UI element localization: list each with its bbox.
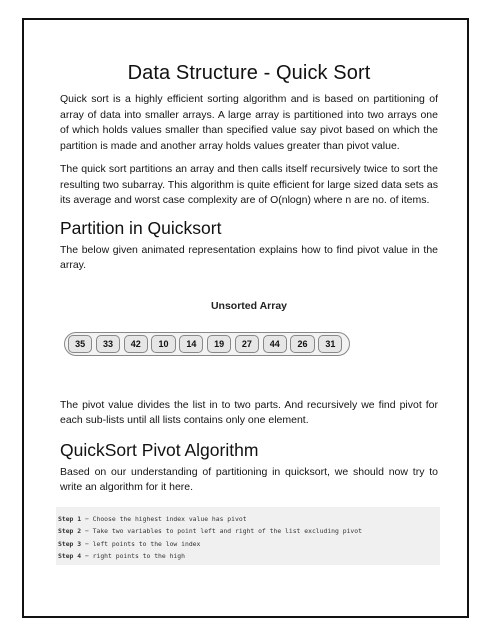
animated-paragraph: The below given animated representation explains how to find pivot value in the array. [60,243,438,271]
step-line [58,513,440,526]
recursion-paragraph: The quick sort partitions an array and then calls itself recursively twice to sort the resulting two subarray. This algorithm is quite efficient for large sized data sets as its average and worst case complexity are of O(nlogn) where n are no. of items. [60,163,438,206]
step-line [58,550,440,563]
step-line [58,538,440,551]
document-content [60,62,438,565]
figure-title: Unsorted Array [210,299,288,312]
step-line [58,525,440,538]
array-cell: 19 [207,335,231,353]
array-cell: 35 [68,335,92,353]
array-cell: 26 [290,335,314,353]
pivot-paragraph: The pivot value divides the list in to two parts. And recursively we find pivot for each sub-lists until all lists contains only one element. [60,398,438,426]
array-cell: 27 [235,335,259,353]
step-label: Step 4 [58,552,82,560]
array-cell: 33 [96,335,120,353]
step-text: − Choose the highest index value has pivot [81,514,247,523]
array-cell: 14 [179,335,203,353]
unsorted-array [64,332,350,356]
step-text: − right points to the high [81,552,185,560]
intro-paragraph: Quick sort is a highly efficient sorting algorithm and is based on partitioning of array of data into smaller arrays. A large array is partitioned into two arrays one of which holds values smaller than specified value say pivot based on which the partition is made and another array holds values greater than pivot value. [60,93,438,152]
array-cell: 10 [151,335,175,353]
step-text: − left points to the low index [81,539,201,548]
step-text: − Take two variables to point left and right of the list excluding pivot [81,527,362,535]
step-label: Step 2 [58,527,82,535]
array-cell: 44 [263,335,287,353]
array-cell: 42 [124,335,148,353]
pivot-algorithm-heading: QuickSort Pivot Algorithm [60,439,259,460]
algorithm-steps-box [56,507,440,565]
partition-heading: Partition in Quicksort [60,217,222,238]
page-title: Data Structure - Quick Sort [127,62,371,84]
algorithm-paragraph: Based on our understanding of partitioning in quicksort, we should now try to write an algorithm for it here. [60,465,438,493]
step-label: Step 1 [58,514,82,523]
step-label: Step 3 [58,539,82,548]
array-cell: 31 [318,335,342,353]
